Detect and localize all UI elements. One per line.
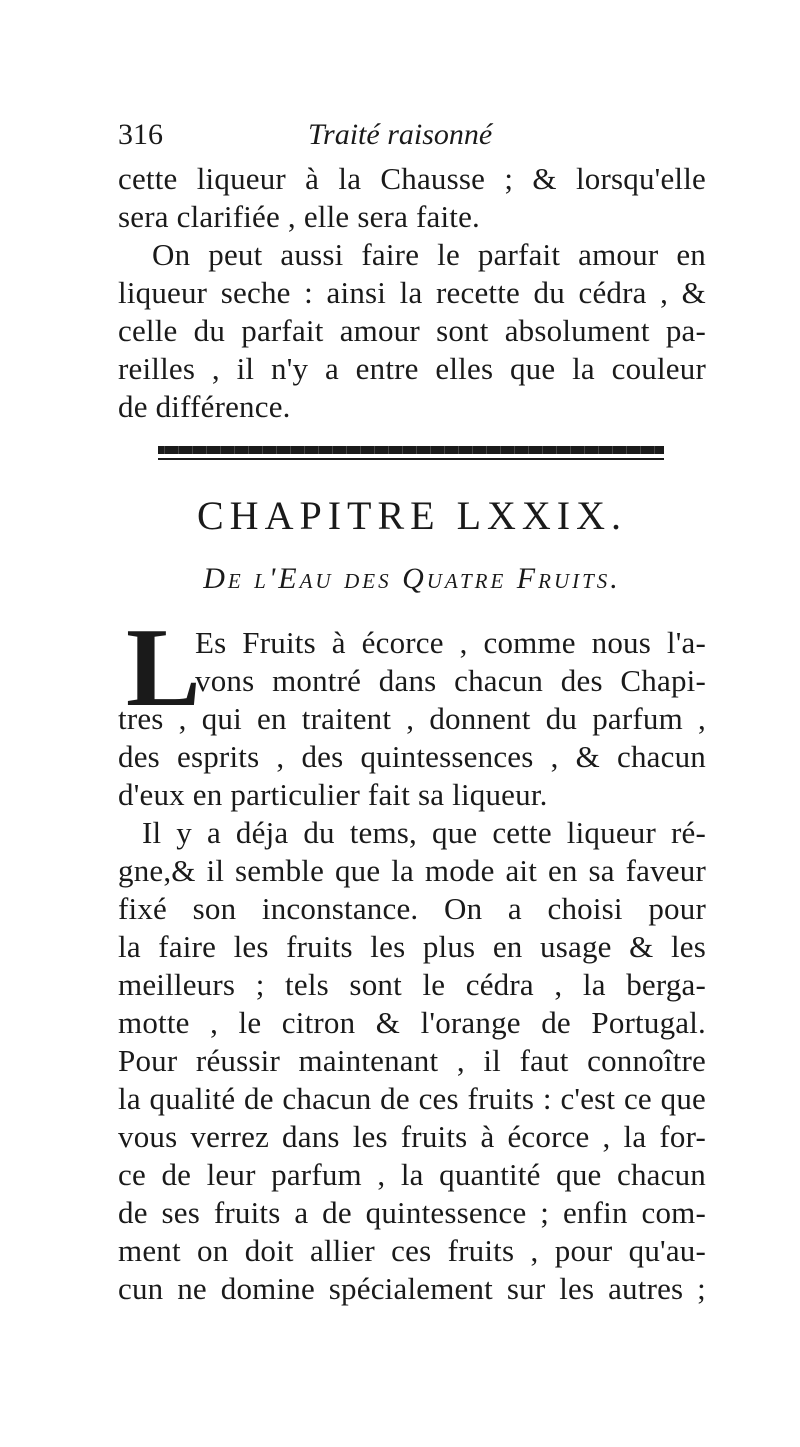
text-line: des esprits , des quintessences , & chacun bbox=[118, 739, 706, 774]
drop-cap: L bbox=[126, 606, 201, 730]
text-line: de différence. bbox=[118, 389, 291, 424]
text-line: cette liqueur à la Chausse ; & lorsqu'elle bbox=[118, 161, 706, 196]
text-line: la faire les fruits les plus en usage & les bbox=[118, 929, 706, 964]
text-line: fixé son inconstance. On a choisi pour bbox=[118, 891, 706, 926]
text-line: vous verrez dans les fruits à écorce , la for- bbox=[118, 1119, 706, 1154]
text-line: tres , qui en traitent , donnent du parfum , bbox=[118, 701, 706, 736]
chapter-subtitle: De l'Eau des Quatre Fruits. bbox=[203, 562, 621, 595]
text-line: gne,& il semble que la mode ait en sa faveur bbox=[118, 853, 706, 888]
rule-thin bbox=[158, 458, 664, 460]
text-line: cun ne domine spécialement sur les autres ; bbox=[118, 1271, 706, 1306]
text-line: Es Fruits à écorce , comme nous l'a- bbox=[195, 625, 706, 660]
text-line: d'eux en particulier fait sa liqueur. bbox=[118, 777, 548, 812]
text-line: sera clarifiée , elle sera faite. bbox=[118, 199, 480, 234]
page-number: 316 bbox=[118, 118, 163, 151]
text-line: meilleurs ; tels sont le cédra , la berga- bbox=[118, 967, 706, 1002]
rule-thick bbox=[158, 446, 664, 454]
text-line: ment on doit allier ces fruits , pour qu'au- bbox=[118, 1233, 706, 1268]
text-line: liqueur seche : ainsi la recette du cédra , & bbox=[118, 275, 706, 310]
text-line: Pour réussir maintenant , il faut connoître bbox=[118, 1043, 706, 1078]
text-line: ce de leur parfum , la quantité que chacun bbox=[118, 1157, 706, 1192]
chapter-title: CHAPITRE LXXIX. bbox=[197, 493, 627, 538]
text-line: reilles , il n'y a entre elles que la couleur bbox=[118, 351, 706, 386]
text-line: de ses fruits a de quintessence ; enfin com- bbox=[118, 1195, 706, 1230]
text-line: On peut aussi faire le parfait amour en bbox=[152, 237, 706, 272]
text-line: motte , le citron & l'orange de Portugal. bbox=[118, 1005, 706, 1040]
running-title: Traité raisonné bbox=[308, 118, 493, 151]
text-line: Il y a déja du tems, que cette liqueur ré- bbox=[142, 815, 706, 850]
text-line: la qualité de chacun de ces fruits : c'est ce que bbox=[118, 1081, 706, 1116]
text-line: celle du parfait amour sont absolument pa- bbox=[118, 313, 706, 348]
text-line: vons montré dans chacun des Chapi- bbox=[195, 663, 706, 698]
